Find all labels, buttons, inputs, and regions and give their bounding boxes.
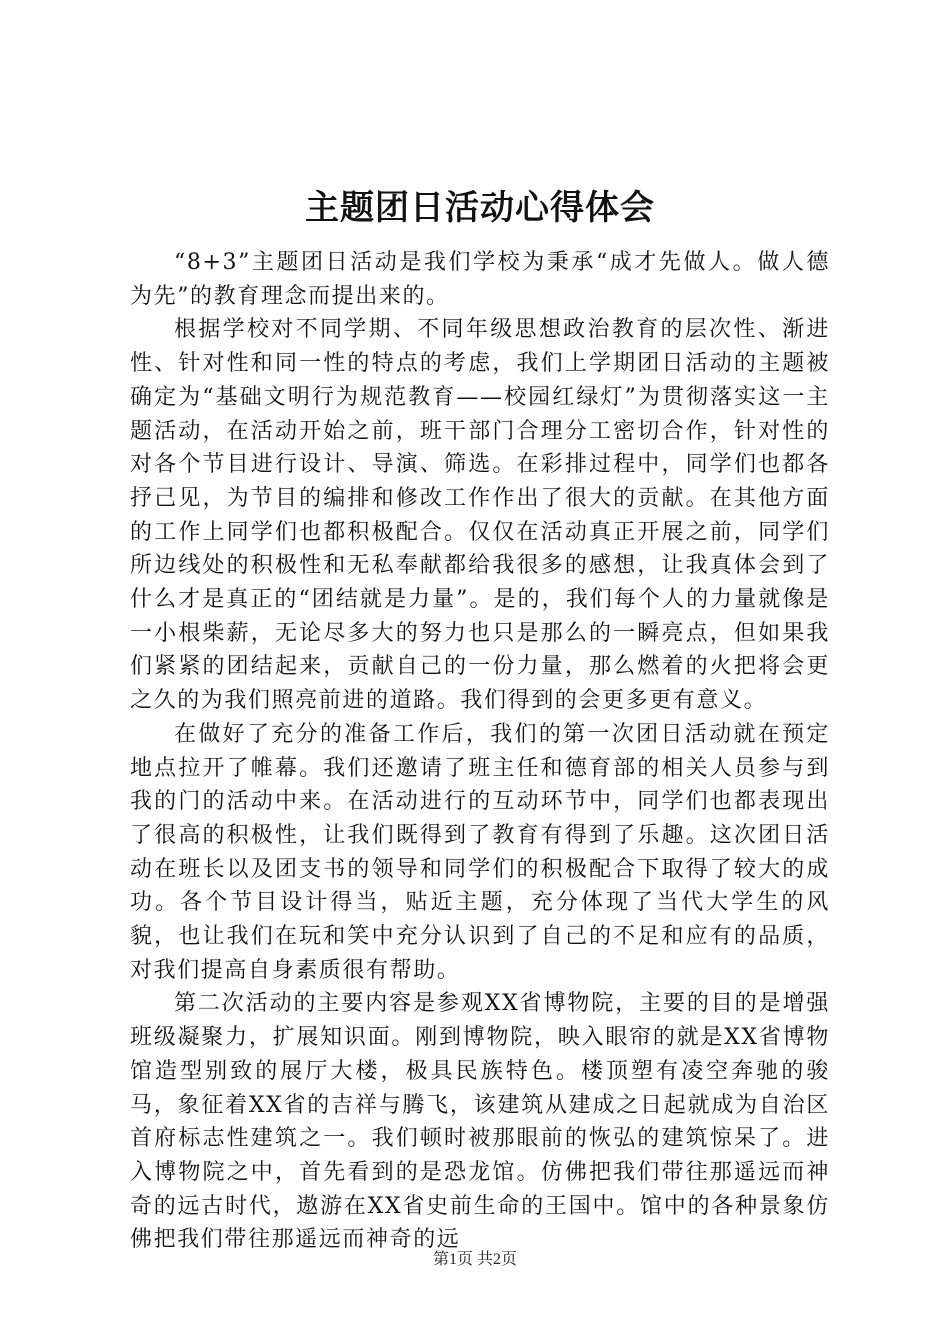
paragraph-first-activity: 在做好了充分的准备工作后，我们的第一次团日活动就在预定地点拉开了帷幕。我们还邀请了班主任和德育部的相关人员参与到我的门的活动中来。在活动进行的互动环节中，同学们也都表现出了很高的积极性，让我们既得到了教育有得到了乐趣。这次团日活动在班长以及团支书的领导和同学们的积极配合下取得了较大的成功。各个节目设计得当，贴近主题，充分体现了当代大学生的风貌，也让我们在玩和笑中充分认识到了自己的不足和应有的品质，对我们提高自身素质很有帮助。 (130, 721, 830, 983)
paragraph-intro: “8+3”主题团日活动是我们学校为秉承“成才先做人。做人德为先”的教育理念而提出来的。 (130, 250, 830, 309)
document-title: 主题团日活动心得体会 (305, 188, 655, 228)
document-body (130, 180, 830, 1257)
paragraph-preparation: 根据学校对不同学期、不同年级思想政治教育的层次性、渐进性、针对性和同一性的特点的考虑，我们上学期团日活动的主题被确定为“基础文明行为规范教育——校园红绿灯”为贯彻落实这一主题活动，在活动开始之前，班干部门合理分工密切合作，针对性的对各个节目进行设计、导演、筛选。在彩排过程中，同学们也都各抒己见，为节目的编排和修改工作作出了很大的贡献。在其他方面的工作上同学们也都积极配合。仅仅在活动真正开展之前，同学们所边线处的积极性和无私奉献都给我很多的感想，让我真体会到了什么才是真正的“团结就是力量”。是的，我们每个人的力量就像是一小根柴薪，无论尽多大的努力也只是那么的一瞬亮点，但如果我们紧紧的团结起来，贡献自己的一份力量，那么燃着的火把将会更之久的为我们照亮前进的道路。我们得到的会更多更有意义。 (130, 317, 830, 714)
paragraph-second-activity: 第二次活动的主要内容是参观XX省博物院，主要的目的是增强班级凝聚力，扩展知识面。刚到博物院，映入眼帘的就是XX省博物馆造型别致的展厅大楼，极具民族特色。楼顶塑有凌空奔驰的骏马，象征着XX省的吉祥与腾飞，该建筑从建成之日起就成为自治区首府标志性建筑之一。我们顿时被那眼前的恢弘的建筑惊呆了。进入博物院之中，首先看到的是恐龙馆。仿佛把我们带往那遥远而神奇的远古时代，遨游在XX省史前生命的王国中。馆中的各种景象仿佛把我们带往那遥远而神奇的远 (130, 991, 830, 1253)
page-footer: 第1页 共2页 (432, 1251, 517, 1268)
